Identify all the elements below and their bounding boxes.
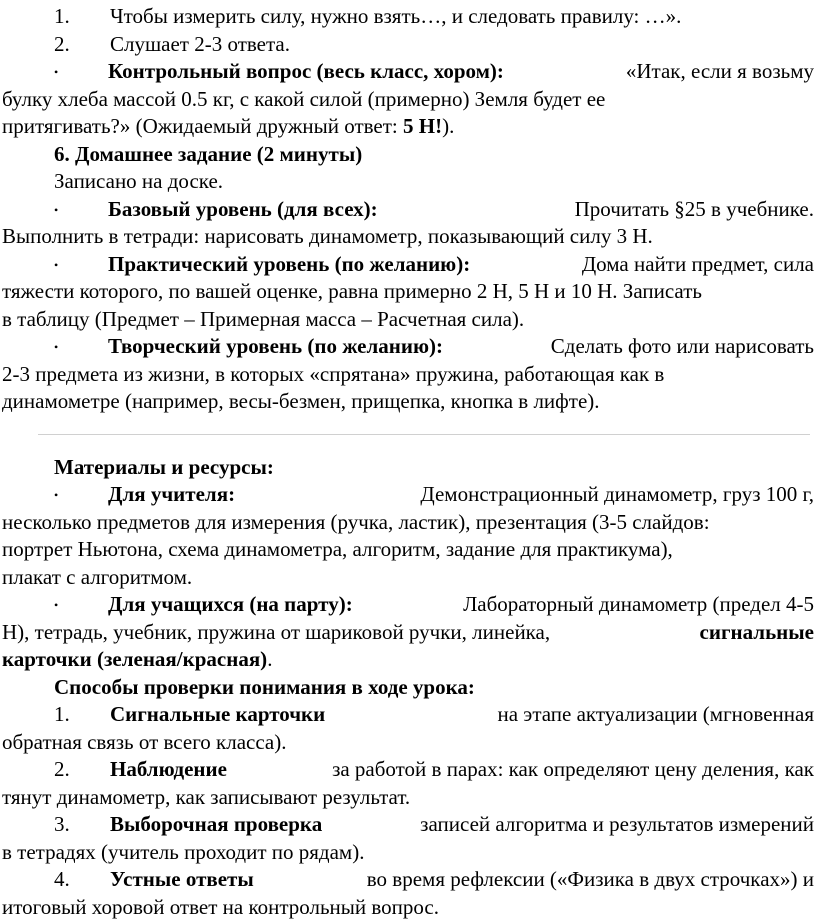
paragraph-text: притягивать?» (Ожидаемый дружный ответ: [2,114,398,138]
bullet-icon: • [54,598,59,613]
paragraph-text: Прочитать §25 в учебнике. [574,196,814,221]
bullet-icon: • [54,257,59,272]
bullet-creative-level [2,333,814,361]
bullet-icon: • [54,488,59,503]
bold-label: Для учителя: [108,482,236,506]
bold-label: Выборочная проверка [110,812,323,836]
paragraph-text: за работой в парах: как определяют цену деления, как [332,757,814,781]
section-heading-checks: Способы проверки понимания в ходе урока: [54,674,475,699]
paragraph-line: несколько предметов для измерения (ручка, ластик), презентация (3-5 слайдов: [2,509,710,534]
list-item-2 [2,31,814,59]
paragraph-text: во время рефлексии («Физика в двух строчках») и [366,867,814,891]
bold-label: Практический уровень (по желанию): [108,251,471,276]
paragraph-line [2,646,814,674]
bold-label: Базовый уровень (для всех): [108,196,378,221]
paragraph-text: Лабораторный динамометр (предел 4-5 [463,592,814,616]
bold-label: Сигнальные карточки [110,702,326,726]
bold-label: Устные ответы [110,867,254,891]
paragraph-text: ). [442,114,455,138]
section-heading-materials: Материалы и ресурсы: [54,454,274,479]
paragraph-line [2,113,814,141]
paragraph-line: тяжести которого, по вашей оценке, равна примерно 2 Н, 5 Н и 10 Н. Записать [2,279,702,303]
paragraph-line: итоговый хоровой ответ на контрольный вопрос. [2,894,439,919]
check-item-3 [2,811,814,839]
paragraph-line: тянут динамометр, как записывают результат. [2,784,411,809]
list-number: 1. [54,702,70,726]
list-number: 2. [54,31,70,56]
paragraph-line: Записано на доске. [54,169,224,193]
bold-label: Наблюдение [110,757,227,781]
paragraph-line [2,619,814,647]
check-item-2 [2,756,814,784]
paragraph-line: обратная связь от всего класса). [2,729,287,754]
list-text: Слушает 2-3 ответа. [110,31,290,56]
bold-label: Контрольный вопрос (весь класс, хором): [108,59,504,83]
paragraph-line: в тетрадях (учитель проходит по рядам). [2,839,365,864]
bold-label: Для учащихся (на парту): [108,592,353,616]
bullet-for-students [2,591,814,619]
paragraph-line: плакат с алгоритмом. [2,564,193,589]
paragraph-text: Демонстрационный динамометр, груз 100 г, [420,482,814,506]
paragraph-line: в таблицу (Предмет – Примерная масса – Расчетная сила). [2,306,525,331]
bold-answer: 5 Н! [403,114,443,138]
paragraph-text: Н), тетрадь, учебник, пружина от шариковой ручки, линейка, [2,619,551,644]
check-item-1 [2,701,814,729]
bullet-for-teacher [2,481,814,509]
bullet-icon: • [54,202,59,217]
paragraph-text: записей алгоритма и результатов измерений [420,812,814,836]
check-item-4 [2,866,814,894]
bullet-practical-level [2,251,814,279]
list-number: 1. [54,4,70,28]
paragraph-line: динамометре (например, весы-безмен, прищепка, кнопка в лифте). [2,389,600,413]
list-number: 2. [54,757,70,781]
paragraph-line: булку хлеба массой 0.5 кг, с какой силой (примерно) Земля будет ее [2,86,606,111]
bullet-icon: • [54,65,59,80]
list-number: 4. [54,867,70,891]
paragraph-text: Сделать фото или нарисовать [550,334,814,358]
paragraph-text: «Итак, если я возьму [625,59,814,83]
paragraph-line: портрет Ньютона, схема динамометра, алгоритм, задание для практикума), [2,537,673,561]
paragraph-line: Выполнить в тетради: нарисовать динамометр, показывающий силу 3 Н. [2,224,653,248]
bullet-icon: • [54,340,59,355]
paragraph-text: . [267,647,273,671]
bold-text: карточки (зеленая/красная) [2,647,268,671]
control-question-line-1 [2,58,814,86]
bold-text: сигнальные [699,619,814,644]
list-number: 3. [54,812,70,836]
paragraph-line: 2-3 предмета из жизни, в которых «спрятана» пружина, работающая как в [2,361,665,386]
horizontal-divider [38,434,810,435]
paragraph-text: на этапе актуализации (мгновенная [497,702,814,726]
list-item-1 [2,3,814,31]
list-text: Чтобы измерить силу, нужно взять…, и следовать правилу: …». [110,4,682,28]
bold-label: Творческий уровень (по желанию): [108,334,444,358]
paragraph-text: Дома найти предмет, сила [581,251,814,276]
bullet-basic-level [2,196,814,224]
section-heading-homework: 6. Домашнее задание (2 минуты) [54,141,363,166]
